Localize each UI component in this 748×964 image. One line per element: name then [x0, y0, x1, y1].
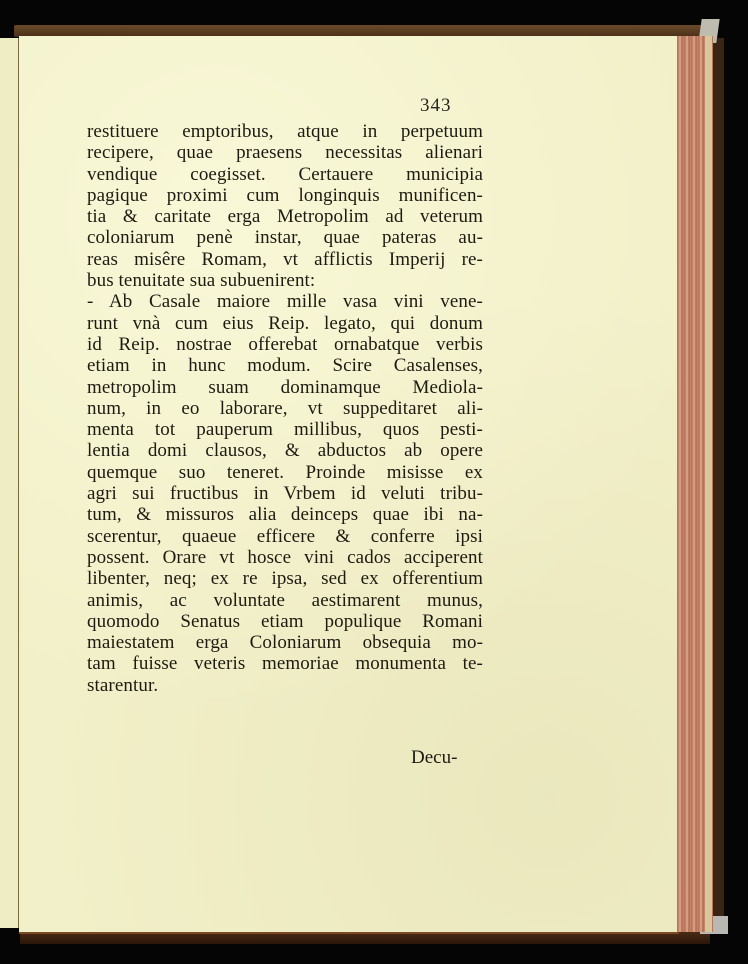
text-line: recipere, quae praesens necessitas alienari: [87, 142, 483, 164]
body-text: [87, 121, 483, 696]
text-line: bus tenuitate sua subuenirent:: [87, 270, 316, 292]
text-line: agri sui fructibus in Vrbem id veluti tribu-: [87, 483, 483, 505]
text-line: tum, & missuros alia deinceps quae ibi na-: [87, 504, 483, 526]
text-line: menta tot pauperum millibus, quos pesti-: [87, 419, 483, 441]
text-line: coloniarum penè instar, quae pateras au-: [87, 227, 483, 249]
text-line: animis, ac voluntate aestimarent munus,: [87, 589, 483, 611]
text-line: num, in eo laborare, vt suppeditaret ali-: [87, 397, 483, 419]
text-line: - Ab Casale maiore mille vasa vini vene-: [87, 291, 483, 313]
text-line: quomodo Senatus etiam populique Romani: [87, 610, 483, 632]
text-line: reas misêre Romam, vt afflictis Imperij re-: [87, 248, 483, 270]
text-line: tia & caritate erga Metropolim ad veterum: [87, 206, 483, 228]
text-line: maiestatem erga Coloniarum obsequia mo-: [87, 632, 483, 654]
text-line: restituere emptoribus, atque in perpetuum: [87, 121, 483, 142]
text-line: scerentur, quaeue efficere & conferre ipsi: [87, 525, 483, 547]
fore-edge-highlight: [705, 36, 712, 932]
text-line: possent. Orare vt hosce vini cados acciperent: [87, 546, 483, 568]
text-line: lentia domi clausos, & abductos ab opere: [87, 440, 483, 462]
facing-page-edge: [0, 38, 20, 928]
text-line: tam fuisse veteris memoriae monumenta te-: [87, 653, 483, 675]
catchword: Decu-: [411, 747, 458, 768]
text-line: starentur.: [87, 674, 159, 696]
text-line: etiam in hunc modum. Scire Casalenses,: [87, 355, 483, 377]
text-line: metropolim suam dominamque Mediola-: [87, 376, 483, 398]
page-number: 343: [420, 95, 452, 116]
text-line: id Reip. nostrae offerebat ornabatque verbis: [87, 333, 483, 355]
text-line: runt vnà cum eius Reip. legato, qui donum: [87, 312, 483, 334]
text-line: quemque suo teneret. Proinde misisse ex: [87, 461, 483, 483]
cover-board-right: [712, 38, 724, 918]
text-line: vendique coegisset. Certauere municipia: [87, 163, 483, 185]
text-line: pagique proximi cum longinquis munificen-: [87, 184, 483, 206]
text-line: libenter, neq; ex re ipsa, sed ex offerentium: [87, 568, 483, 590]
